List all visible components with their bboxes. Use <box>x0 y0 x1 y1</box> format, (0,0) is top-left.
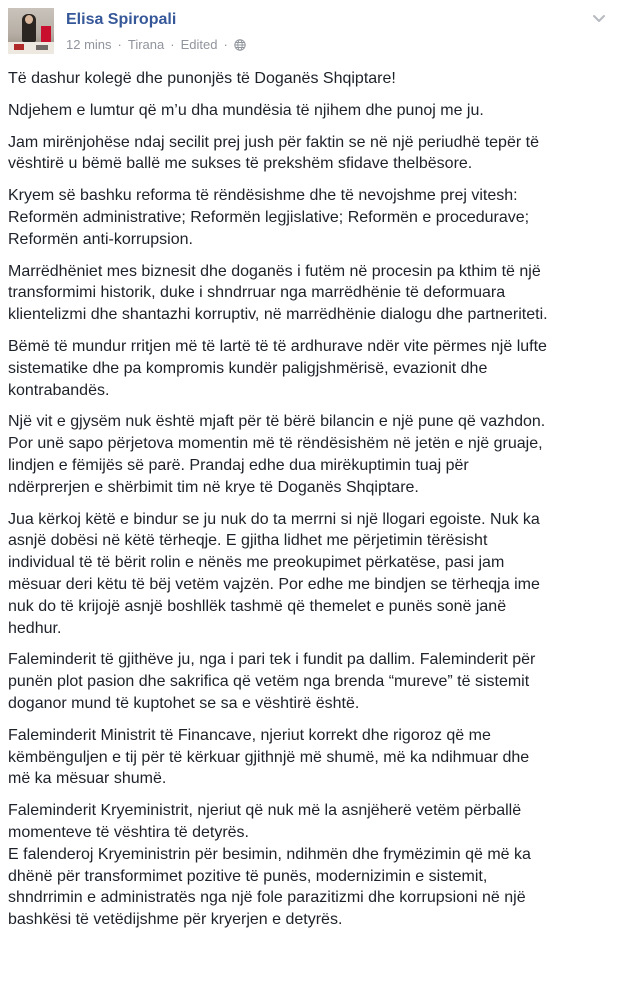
post-text-line: nuk do të krijojë asnjë boshllëk tashmë që themelet e punës sonë janë <box>8 597 507 615</box>
post-text-line: ndërprerjen e shërbimit tim në krye të Doganës Shqiptare. <box>8 478 419 496</box>
post-paragraph <box>8 725 612 790</box>
post-meta <box>66 37 246 52</box>
avatar-flag <box>41 26 51 42</box>
meta-separator: · <box>170 37 175 52</box>
post-text-line: punën plot pasion dhe sakrifica që vetëm nga brenda “mureve” të sistemit <box>8 673 530 691</box>
post-text-line: Reformën administrative; Reformën legjislative; Reformën e procedurave; <box>8 208 530 226</box>
post-text-line: hedhur. <box>8 619 62 637</box>
meta-separator: · <box>223 37 228 52</box>
post-text-line: Faleminderit Kryeministrit, njeriut që nuk më la asnjëherë vetëm përballë <box>8 802 522 820</box>
post-text-line: Marrëdhëniet mes biznesit dhe doganës i futëm në procesin pa kthim të një <box>8 262 541 280</box>
post-text-line: Faleminderit të gjithëve ju, nga i pari tek i fundit pa dallim. Faleminderit për <box>8 651 536 669</box>
post-paragraph <box>8 68 612 90</box>
post-text-line: këmbënguljen e tij për të kërkuar gjithnjë më shumë, më ka ndihmuar dhe <box>8 748 530 766</box>
post-time[interactable]: 12 mins <box>66 37 112 52</box>
post-text-line: Ndjehem e lumtur që m’u dha mundësia të njihem dhe punoj me ju. <box>8 101 484 119</box>
edited-label[interactable]: Edited <box>180 37 218 52</box>
globe-icon <box>234 39 246 51</box>
post-text-line: Bëmë të mundur rritjen më të lartë të të ardhurave ndër vite përmes një lufte <box>8 337 547 355</box>
post-text-line: sistematike dhe pa kompromis kundër paligjshmërisë, evazionit dhe <box>8 359 488 377</box>
post-paragraph <box>8 336 612 401</box>
post-paragraph <box>8 509 612 640</box>
avatar-desk-object-secondary <box>36 45 48 50</box>
post-text-line: Të dashur kolegë dhe punonjës të Doganës Shqiptare! <box>8 70 396 87</box>
author-avatar[interactable] <box>8 8 54 54</box>
post-text-line: lindjen e fëmijës së parë. Prandaj edhe dua mirëkuptimin tuaj për <box>8 456 469 474</box>
avatar-face <box>25 15 33 24</box>
post-header <box>8 8 612 62</box>
post-text-line: Por unë sapo përjetova momentin më të rëndësishëm në jetën e një gruaje, <box>8 435 543 453</box>
post-text-line: momenteve të vështira të detyrës. <box>8 823 249 841</box>
post-text-line: doganor mund të kuptohet se sa e vështirë është. <box>8 694 360 712</box>
post-text-line: bashkësi të vetëdijshme për kryerjen e detyrës. <box>8 911 343 929</box>
post-text-line: transformimi historik, duke i shndrruar nga marrëdhënie të deformuara <box>8 284 506 302</box>
post-text-line: shndrrimin e administratës nga një fole parazitizmi dhe korrupsioni në një <box>8 889 526 907</box>
post-location[interactable]: Tirana <box>127 37 165 52</box>
post-text-line: kontrabandës. <box>8 381 110 399</box>
post-content <box>8 68 612 941</box>
post-text-line: Jua kërkoj këtë e bindur se ju nuk do ta merrni si një llogari egoiste. Nuk ka <box>8 510 540 528</box>
post-text-line: asnjë dobësi në këtë tërheqje. E gjitha lidhet me përjetimin tërësisht <box>8 532 488 550</box>
post-text-line: Reformën anti-korrupsion. <box>8 230 193 248</box>
post-paragraph <box>8 261 612 326</box>
post-paragraph <box>8 649 612 714</box>
post-paragraph <box>8 100 612 122</box>
post-text-line: E falenderoj Kryeministrin për besimin, ndihmën dhe frymëzimin që më ka <box>8 845 531 863</box>
avatar-desk-object <box>14 44 24 50</box>
meta-separator: · <box>117 37 122 52</box>
post-text-line: dhënë për transformimet pozitive të punës, modernizimin e sistemit, <box>8 867 488 885</box>
post-paragraph <box>8 411 612 498</box>
post-paragraph <box>8 132 612 176</box>
post-text-line: Kryem së bashku reforma të rëndësishme dhe të nevojshme prej vitesh: <box>8 187 518 205</box>
chevron-down-icon[interactable] <box>590 10 608 28</box>
author-name[interactable]: Elisa Spiropali <box>66 11 177 28</box>
post-text-line: Një vit e gjysëm nuk është mjaft për të bërë bilancin e një pune që vazhdon. <box>8 413 546 431</box>
post-text-line: klientelizmi dhe shantazhi korruptiv, në marrëdhënie dialogu dhe partneriteti. <box>8 306 548 324</box>
post-text-line: Faleminderit Ministrit të Financave, njeriut korrekt dhe rigoroz që me <box>8 726 491 744</box>
post-paragraph <box>8 185 612 250</box>
post-text-line: individual të të bërit rolin e nënës me preokupimet përkatëse, pasi jam <box>8 554 505 572</box>
post-text-line: më ka mësuar shumë. <box>8 770 167 788</box>
post-paragraph <box>8 800 612 931</box>
post-text-line: mësuar deri këtu të bëj vetëm vajzën. Por edhe me bindjen se tërheqja ime <box>8 575 540 593</box>
post-text-line: vështirë u bëmë ballë me sukses të prekshëm sfidave thelbësore. <box>8 155 473 173</box>
post-text-line: Jam mirënjohëse ndaj secilit prej jush për faktin se në një periudhë tepër të <box>8 133 539 151</box>
